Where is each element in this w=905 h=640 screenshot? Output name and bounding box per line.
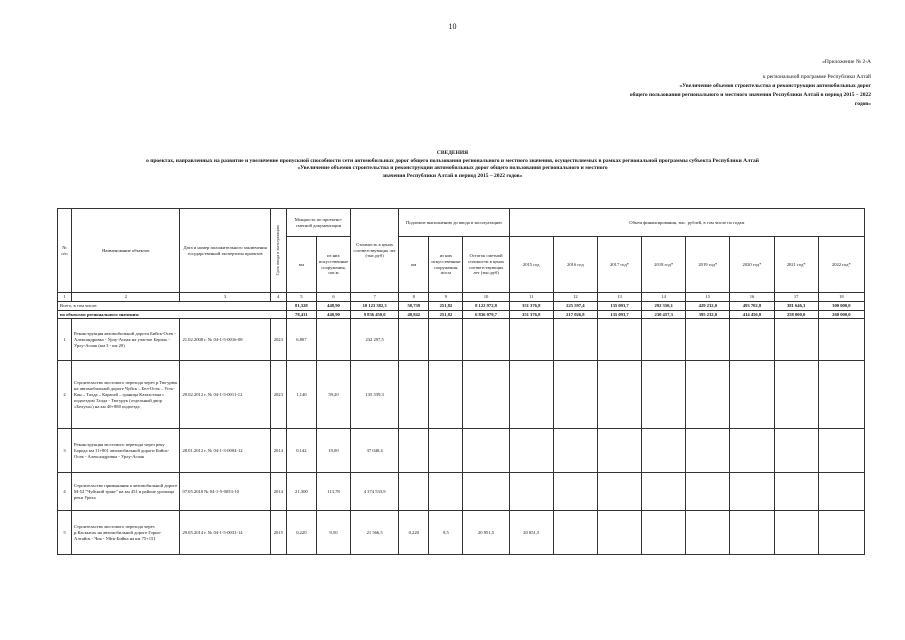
title-line-3: «Увеличение объемов строительства и реконструкции автомобильных дорог общего пользования регионального и местного [297,165,608,171]
row-cost: 4 374 533,9 [351,473,399,511]
col-number: 10 [463,293,509,302]
row-cap-km: 6,807 [286,319,316,361]
appendix-line-1: «Приложение № 2-А [822,59,871,65]
header-cap-km: км [286,237,316,293]
row-year-value [642,319,686,361]
row-rem-art [429,319,463,361]
total-year-value: 351 376,8 [509,301,553,310]
appendix-header [451,58,871,109]
regional-label: по объектам регионального значения: [58,310,287,319]
row-year-value [509,361,553,429]
row-year-value [509,319,553,361]
row-year-value [774,511,818,555]
row-year-value [597,511,641,555]
page-number: 10 [448,22,457,31]
total-cost: 10 123 382,3 [351,301,399,310]
regional-year-value: 258 000,0 [774,310,818,319]
row-term: 2014 [270,429,286,473]
row-year-value [553,473,597,511]
header-term [270,209,286,293]
row-year-value [686,511,730,555]
regional-cap-art: 440,90 [316,310,350,319]
document-title [40,150,865,180]
header-remaining-group: Подлежит выполнению до ввода в эксплуатацию [399,209,509,237]
appendix-line-5: годов» [854,101,871,107]
row-year-value [730,511,774,555]
header-cost: Стоимость в ценах соответствующих лет (тыс.руб) [351,209,399,293]
row-year-value [774,361,818,429]
row-term: 2014 [270,473,286,511]
row-rem-km [399,319,429,361]
row-num: 1 [58,319,72,361]
col-number: 6 [316,293,350,302]
row-cost: 135 539,3 [351,361,399,429]
header-year: 2019 год* [686,237,730,293]
col-number: 14 [642,293,686,302]
row-year-value [730,319,774,361]
col-number: 2 [72,293,180,302]
row-rem-cost [463,473,509,511]
col-number: 15 [686,293,730,302]
row-year-value [818,429,864,473]
row-date: 28.01.2012 г. № 04-1-3-0004-12 [180,429,270,473]
total-year-value: 300 000,0 [818,301,864,310]
col-number: 9 [429,293,463,302]
row-cap-art: 9,50 [316,511,350,555]
col-number: 17 [774,293,818,302]
appendix-line-2: к региональной программе Республики Алтай [762,74,871,80]
total-cap-km: 81,328 [286,301,316,310]
table-row [58,319,865,361]
row-date: 21.02.2008 г. № 04-1-5-0016-08 [180,319,270,361]
total-label: Всего, в том числе: [58,301,287,310]
header-cap-art: из них искусственные сооружения, пог.м [316,237,350,293]
total-year-value: 493 702,8 [730,301,774,310]
row-year-value [774,319,818,361]
header-rem-art: из них искусственные сооружения, пог.м [429,237,463,293]
row-year-value [686,429,730,473]
header-financing-group: Объем финансирования, тыс. рублей, в том числе по годам [509,209,864,237]
row-date: 29.05.2014 г. № 04-1-5-0031-14 [180,511,270,555]
col-number: 4 [270,293,286,302]
row-cap-km: 21,300 [286,473,316,511]
header-year: 2016 год [553,237,597,293]
col-number: 13 [597,293,641,302]
col-number: 7 [351,293,399,302]
col-number: 18 [818,293,864,302]
row-rem-km [399,361,429,429]
header-date: Дата и номер положительного заключения государственной экспертизы проектов [180,209,270,293]
column-number-row [58,293,865,302]
row-num: 5 [58,511,72,555]
row-term: 2015 [270,511,286,555]
row-year-value [774,473,818,511]
row-rem-art [429,473,463,511]
row-year-value [597,361,641,429]
row-year-value [642,429,686,473]
col-number: 11 [509,293,553,302]
header-year: 2015 год [509,237,553,293]
header-capacity-group: Мощность по проектно-сметной документации [286,209,350,237]
row-year-value [597,473,641,511]
regional-cap-km: 78,431 [286,310,316,319]
header-year: 2018 год* [642,237,686,293]
header-rem-cost: Остаток сметной стоимости в ценах соответствующих лет (тыс.руб) [463,237,509,293]
total-year-value: 292 350,1 [642,301,686,310]
row-rem-km [399,473,429,511]
col-number: 12 [553,293,597,302]
row-year-value [818,319,864,361]
row-rem-cost: 20 851,5 [463,511,509,555]
row-year-value [553,429,597,473]
regional-year-value: 217 026,8 [553,310,597,319]
row-date: 07.05.2010 № 04-1-5-0053-10 [180,473,270,511]
table-row [58,429,865,473]
col-number: 16 [730,293,774,302]
regional-year-value: 135 093,7 [597,310,641,319]
row-cost: 21 566,5 [351,511,399,555]
header-year: 2021 год* [774,237,818,293]
row-year-value [553,511,597,555]
row-year-value [509,473,553,511]
header-year: 2020 год* [730,237,774,293]
row-rem-cost [463,319,509,361]
row-name: Строительство примыкания к автомобильной дороге М-52 "Чуйский тракт" на км 451 в районе урочища реки Уреха [72,473,180,511]
row-cap-art [316,319,350,361]
title-line-1: СВЕДЕНИЯ [436,150,469,156]
regional-rem-km: 48,842 [399,310,429,319]
row-name: Строительство мостового перехода через р.Тюгурюк на автомобильной дороге Чуйск – Бел-Осек – Усть-Кан – Талда – Карагай – граница Казахстана с подъездом Талда - Тюгурук (отдельный двор «Белуха») на км 40+880 подъезда [72,361,180,429]
row-cap-km: 1,140 [286,361,316,429]
row-year-value: 20 851,5 [509,511,553,555]
row-rem-cost [463,361,509,429]
row-year-value [730,361,774,429]
header-year: 2022 год* [818,237,864,293]
row-date: 29.02.2012 г. № 04-1-5-0011-12 [180,361,270,429]
row-year-value [818,361,864,429]
row-year-value [553,361,597,429]
row-name: Реконструкция автомобильной дороги Бийск-Осек - Александровка - Урлу-Аспак на участке Бериль - Урлу-Аспак (км 3 - км 20) [72,319,180,361]
total-cap-art: 448,90 [316,301,350,310]
row-num: 4 [58,473,72,511]
regional-cost: 9 836 450,0 [351,310,399,319]
appendix-line-4: общего пользования регионального и местного значения Республики Алтай в период 2015 – 2022 [629,92,871,98]
row-cost: 37 048,4 [351,429,399,473]
row-year-value [774,429,818,473]
row-year-value [553,319,597,361]
regional-rem-art: 251,82 [429,310,463,319]
regional-row [58,310,865,319]
header-num: № п/п [58,209,72,293]
regional-rem-cost: 6 836 079,7 [463,310,509,319]
row-year-value [597,319,641,361]
header-year: 2017 год* [597,237,641,293]
row-term: 2023 [270,361,286,429]
header-name: Наименование объектов [72,209,180,293]
row-year-value [642,511,686,555]
total-year-value: 135 093,7 [597,301,641,310]
table-row [58,473,865,511]
row-rem-km [399,429,429,473]
row-year-value [818,511,864,555]
total-year-value: 429 232,0 [686,301,730,310]
row-name: Реконструкция мостового перехода через реку Барода км 11+801 автомобильной дороги Бийск-Осек - Александровка - Урлу-Аспак [72,429,180,473]
row-rem-art [429,361,463,429]
total-year-value: 381 646,3 [774,301,818,310]
row-rem-art [429,429,463,473]
col-number: 3 [180,293,270,302]
regional-year-value: 395 232,0 [686,310,730,319]
header-term-text: Срок ввода в эксплуатацию [275,225,281,276]
row-cap-art: 113,78 [316,473,350,511]
projects-table [57,208,865,555]
row-cap-art: 19,00 [316,429,350,473]
appendix-line-3: «Увеличение объемов строительства и реконструкции автомобильных дорог [679,83,871,89]
row-num: 2 [58,361,72,429]
col-number: 5 [286,293,316,302]
table-row [58,361,865,429]
title-line-4: значения Республики Алтай в период 2015 – 2022 годов» [382,172,523,179]
total-rem-cost: 8 122 972,8 [463,301,509,310]
row-name: Строительство мостового перехода через р.Каскытах на автомобильной дороге Горно-Алтайск - Чоя - Уйск-Бийка на км 75+151 [72,511,180,555]
total-rem-km: 50,739 [399,301,429,310]
col-number: 8 [399,293,429,302]
row-rem-cost [463,429,509,473]
title-line-2: о проектах, направленных на развитие и увеличение пропускной способности сети автомобильных дорог общего пользования регионального и местного значения, осуществляемых в рамках региональной программы субъекта Республики Алтай [146,157,759,164]
row-cap-art: 59,20 [316,361,350,429]
row-year-value [686,361,730,429]
row-cost: 232 297,5 [351,319,399,361]
row-year-value [686,473,730,511]
total-year-value: 225 597,4 [553,301,597,310]
row-year-value [818,473,864,511]
row-year-value [730,473,774,511]
row-rem-art: 9,5 [429,511,463,555]
row-cap-km: 0,220 [286,511,316,555]
total-row [58,301,865,310]
total-rem-art: 251,82 [429,301,463,310]
row-rem-km: 0,220 [399,511,429,555]
row-year-value [730,429,774,473]
regional-year-value: 230 457,3 [642,310,686,319]
regional-year-value: 260 000,0 [818,310,864,319]
row-year-value [642,473,686,511]
row-num: 3 [58,429,72,473]
row-year-value [642,361,686,429]
col-number: 1 [58,293,72,302]
row-year-value [597,429,641,473]
regional-year-value: 351 376,8 [509,310,553,319]
table-row [58,511,865,555]
header-rem-km: км [399,237,429,293]
row-term: 2023 [270,319,286,361]
regional-year-value: 414 456,8 [730,310,774,319]
row-cap-km: 0,142 [286,429,316,473]
row-year-value [509,429,553,473]
row-year-value [686,319,730,361]
